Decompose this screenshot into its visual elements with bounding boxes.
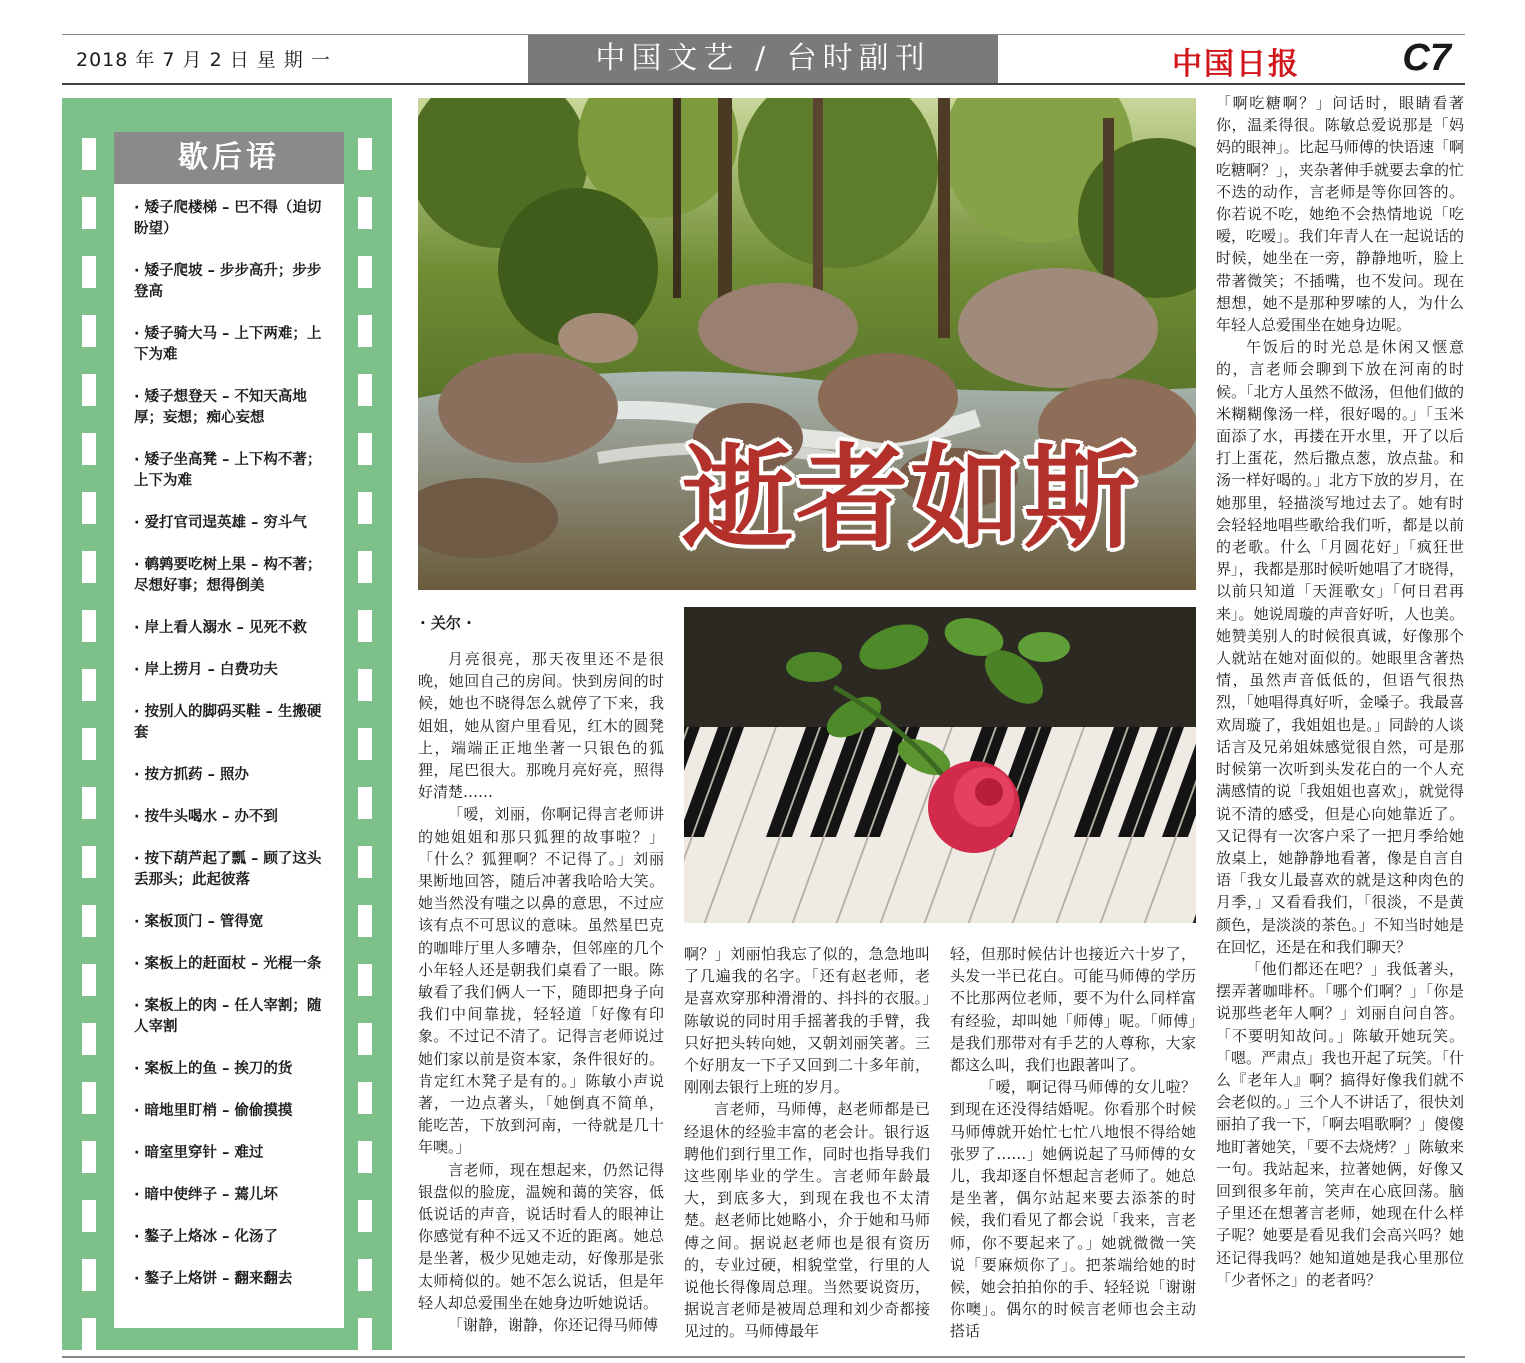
film-perforation [358, 1200, 372, 1232]
idiom-item: · 岸上看人溺水 – 见死不救 [134, 620, 307, 636]
film-perforation [82, 846, 96, 878]
idiom-item: · 案板顶门 – 管得宽 [134, 914, 264, 930]
film-perforation [358, 374, 372, 406]
film-perforation [82, 551, 96, 583]
article-title: 逝者如斯 [682, 434, 1138, 564]
idiom-item: · 岸上捞月 – 白费功夫 [134, 662, 278, 678]
article-paragraph: 「嗳，啊记得马师傅的女儿啦？到现在还没得结婚呢。你看那个时候马师傅就开始忙七忙八地恨不得给她张罗了……」她俩说起了马师傅的女儿，我却逐自怀想起言老师了。她总是坐著，偶尔站起来要去添茶的时候，我们看见了都会说「我来，言老师，你不要起来了。」她就微微一笑说「要麻烦你了」。把茶端给她的时候，她会拍拍你的手、轻轻说「谢谢你噢」。偶尔的时候言老师也会主动搭话 [950, 1078, 1196, 1341]
article-paragraph: 言老师，马师傅，赵老师都是已经退休的经验丰富的老会计。银行返聘他们到行里工作，同时也指导我们这些刚毕业的学生。言老师年龄最大，到底多大，到现在我也不太清楚。赵老师比她略小，介于她和马师傅之间。据说赵老师也是很有资历的，专业过硬，相貌堂堂，行里的人说他长得像周总理。当然要说资历，据说言老师是被周总理和刘少奇都接见过的。马师傅最年 [684, 1100, 930, 1341]
film-perforation [358, 787, 372, 819]
idiom-item: · 按别人的脚码买鞋 – 生搬硬套 [134, 704, 322, 741]
film-perforation [82, 1200, 96, 1232]
film-perforation [358, 669, 372, 701]
film-perforation [358, 433, 372, 465]
film-perforation [82, 433, 96, 465]
section-banner: 中国文艺 / 台时副刊 [528, 35, 998, 83]
idiom-item: · 鹌鹑要吃树上果 – 构不著；尽想好事；想得倒美 [134, 557, 322, 594]
film-perforation [358, 1082, 372, 1114]
article-column-1 [418, 648, 664, 1336]
film-perforation [358, 905, 372, 937]
film-perforation [358, 138, 372, 170]
sidebar-title: 歇后语 [114, 132, 344, 184]
newspaper-logo: 中国日报 [1172, 47, 1300, 82]
idiom-item: · 矮子骑大马 – 上下两难；上下为难 [134, 326, 322, 363]
article-paragraph: 言老师，现在想起来，仍然记得银盘似的脸庞，温婉和蔼的笑容，低低说话的声音，说话时看人的眼神让你感觉有种不远又不近的距离。她总是坐著，极少见她走动，好像那是张太师椅似的。她不怎么说话，但是年轻人却总爱围坐在她身边听她说话。 [418, 1160, 664, 1312]
article-column-2 [684, 943, 930, 1343]
film-perforation [82, 374, 96, 406]
film-perforation [358, 197, 372, 229]
film-perforation [358, 846, 372, 878]
film-perforation [358, 256, 372, 288]
idiom-item: · 暗中使绊子 – 蔫儿坏 [134, 1187, 278, 1203]
film-perforation [358, 610, 372, 642]
article-paragraph: 月亮很亮，那天夜里还不是很晚，她回自己的房间。快到房间的时候，她也不晓得怎么就停了下来，我姐姐，她从窗户里看见，红木的圆凳上，端端正正地坐著一只银色的狐狸，尾巴很大。那晚月亮好亮，照得好清楚…… [418, 650, 664, 802]
film-perforation [82, 1023, 96, 1055]
film-perforation [82, 1318, 96, 1350]
film-perforation [358, 1318, 372, 1350]
film-perforation [82, 787, 96, 819]
idiom-item: · 爱打官司逞英雄 – 穷斗气 [134, 515, 307, 531]
film-perforation [82, 492, 96, 524]
film-perforation [82, 1259, 96, 1291]
film-perforation [358, 1141, 372, 1173]
idiom-item: · 暗室里穿针 – 难过 [134, 1145, 264, 1161]
idiom-item: · 案板上的赶面杖 – 光棍一条 [134, 956, 322, 972]
film-perforation [358, 1023, 372, 1055]
page-number: C7 [1402, 37, 1451, 79]
film-perforation [358, 315, 372, 347]
film-perforation [358, 728, 372, 760]
idiom-item: · 矮子爬坡 – 步步高升；步步登高 [134, 263, 322, 300]
idiom-item: · 案板上的肉 – 任人宰割；随人宰割 [134, 998, 322, 1035]
idiom-item: · 案板上的鱼 – 挨刀的货 [134, 1061, 293, 1077]
issue-date: 2018 年 7 月 2 日 星 期 一 [76, 49, 331, 71]
film-perforation [82, 964, 96, 996]
article-column-3 [950, 943, 1196, 1343]
footer-rule [62, 1356, 1465, 1358]
idiom-item: · 矮子爬楼梯 – 巴不得（迫切盼望） [134, 200, 322, 237]
idiom-item: · 矮子坐高凳 – 上下构不著；上下为难 [134, 452, 322, 489]
film-perforation [82, 1082, 96, 1114]
article-column-4 [1216, 92, 1464, 1291]
film-perforation [82, 1141, 96, 1173]
film-perforation [82, 610, 96, 642]
film-perforation [82, 669, 96, 701]
idiom-item: · 鏊子上烙冰 – 化汤了 [134, 1229, 278, 1245]
film-perforation [358, 551, 372, 583]
film-perforation [82, 256, 96, 288]
article-paragraph: 「他们都还在吧？」我低著头，摆弄著咖啡杯。「哪个们啊？」「你是说那些老年人啊？」刘丽自问自答。「不要明知故问。」陈敏开她玩笑。「嗯。严肃点」我也开起了玩笑。「什么『老年人』啊？搞得好像我们就不会老似的。」三个人不讲话了，很快刘丽拍了我一下，「啊去唱歌啊？」傻傻地盯著她笑，「要不去烧烤？」陈敏来一句。我站起来，拉著她俩，好像又回到很多年前，笑声在心底回荡。脑子里还在想著言老师，她现在什么样子呢？她要是看见我们会高兴吗？她还记得我吗？她知道她是我心里那位「少者怀之」的老者吗？ [1216, 959, 1464, 1289]
film-perforation [358, 964, 372, 996]
idiom-item: · 鏊子上烙饼 – 翻来翻去 [134, 1271, 293, 1287]
film-perforation [82, 315, 96, 347]
article-paragraph: 啊？」刘丽怕我忘了似的，急急地叫了几遍我的名字。「还有赵老师，老是喜欢穿那种滑滑的、抖抖的衣服。」陈敏说的同时用手摇著我的手臂，我只好把头转向她，又朝刘丽笑著。三个好朋友一下子又回到二十多年前，刚刚去银行上班的岁月。 [684, 945, 930, 1097]
piano-rose-photo [684, 607, 1196, 923]
idiom-list [134, 198, 334, 1311]
article-paragraph: 轻，但那时候估计也接近六十岁了，头发一半已花白。可能马师傅的学历不比那两位老师，要不为什么同样富有经验，却叫她「师傅」呢。「师傅」是我们那带对有手艺的人尊称，大家都这么叫，我们也跟著叫了。 [950, 945, 1196, 1075]
idiom-item: · 暗地里盯梢 – 偷偷摸摸 [134, 1103, 293, 1119]
idiom-item: · 按方抓药 – 照办 [134, 767, 249, 783]
article-paragraph: 「谢静，谢静，你还记得马师傅 [448, 1316, 659, 1335]
byline: · 关尔 · [420, 614, 472, 632]
film-perforation [82, 905, 96, 937]
idiom-panel [114, 132, 344, 1328]
idiom-item: · 矮子想登天 – 不知天高地厚；妄想；痴心妄想 [134, 389, 307, 426]
article-paragraph: 午饭后的时光总是休闲又惬意的，言老师会聊到下放在河南的时候。「北方人虽然不做汤，但他们做的米糊糊像汤一样，很好喝的。」「玉米面添了水，再搂在开水里，开了以后打上蛋花，然后撒点葱，放点盐。和汤一样好喝的。」北方下放的岁月，在她那里，轻描淡写地过去了。她有时会轻轻地唱些歌给我们听，都是以前的老歌。什么「月圆花好」「疯狂世界」，我都是那时候听她唱了才晓得，以前只知道「天涯歌女」「何日君再来」。她说周璇的声音好听，人也美。她赞美别人的时候很真诚，好像那个人就站在她对面似的。她眼里含著热情，虽然声音低低的，但语气很热烈，「她唱得真好听，金嗓子。我最喜欢周璇了，我姐姐也是。」同龄的人谈话言及兄弟姐妹感觉很自然，可是那时候第一次听到头发花白的一个人充满感情的说「我姐姐也喜欢」，就觉得说不清的感受，但是心向她靠近了。又记得有一次客户采了一把月季给她放桌上，她静静地看著，像是自言自语「我女儿最喜欢的就是这种肉色的月季，」又看看我们，「很淡，不是黄颜色，是淡淡的茶色。」不知当时她是在回忆，还是在和我们聊天？ [1216, 338, 1464, 956]
idiom-sidebar [62, 98, 392, 1350]
film-perforation [82, 728, 96, 760]
article-paragraph: 「啊吃糖啊？」问话时，眼睛看著你，温柔得很。陈敏总爱说那是「妈妈的眼神」。比起马师傅的快语速「啊吃糖啊？」，夹杂著伸手就要去拿的忙不迭的动作，言老师是等你回答的。你若说不吃，她绝不会热情地说「吃嗳，吃嗳」。我们年青人在一起说话的时候，她坐在一旁，静静地听，脸上带著微笑；不插嘴，也不发问。现在想想，她不是那种罗嗦的人，为什么年轻人总爱围坐在她身边呢。 [1216, 94, 1464, 335]
idiom-item: · 按牛头喝水 – 办不到 [134, 809, 278, 825]
film-perforation [358, 1259, 372, 1291]
film-perforation [358, 492, 372, 524]
idiom-item: · 按下葫芦起了瓢 – 顾了这头丢那头；此起彼落 [134, 851, 322, 888]
film-perforation [82, 138, 96, 170]
film-perforation [82, 197, 96, 229]
article-paragraph: 「嗳，刘丽，你啊记得言老师讲的她姐姐和那只狐狸的故事啦？」「什么？狐狸啊？不记得了。」刘丽果断地回答，随后冲著我哈哈大笑。她当然没有嗤之以鼻的意思，不过应该有点不可思议的意味。虽然星巴克的咖啡厅里人多嘈杂，但邻座的几个小年轻人还是朝我们桌看了一眼。陈敏看了我们俩人一下，随即把身子向我们中间靠拢，轻轻道「好像有印象。不过记不清了。记得言老师说过她们家以前是资本家，条件很好的。肯定红木凳子是有的。」陈敏小声说著，一边点著头，「她倒真不简单，能吃苦，下放到河南，一待就是几十年噢。」 [418, 805, 664, 1157]
page-header [62, 34, 1465, 85]
